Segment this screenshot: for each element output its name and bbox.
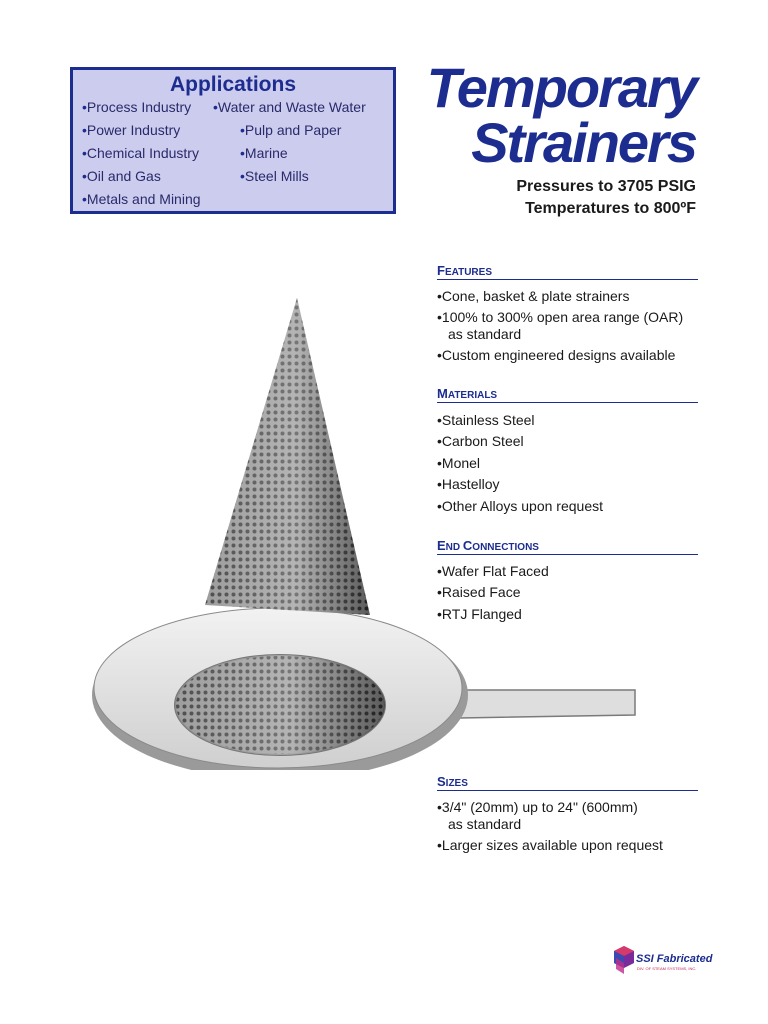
application-item: • Process Industry [82,99,191,115]
pressure-spec: Pressures to 3705 PSIG [516,178,696,195]
material-item: • Carbon Steel [437,433,524,450]
application-item: • Oil and Gas [82,168,161,184]
feature-item-continuation: as standard [448,326,522,342]
page-title [426,56,696,174]
application-item: • Marine [240,145,288,161]
features-heading: FEATURES [437,263,698,280]
feature-item: • Cone, basket & plate strainers [437,288,629,305]
sizes-heading: SIZES [437,774,698,791]
feature-item: • Custom engineered designs available [437,347,675,364]
application-item: • Metals and Mining [82,191,201,207]
size-item: • 3/4" (20mm) up to 24" (600mm) [437,799,638,816]
logo-tagline: DIV. OF STEAM SYSTEMS, INC. [637,966,697,971]
end-connection-item: • RTJ Flanged [437,606,522,623]
cone-strainer-image [90,290,640,770]
handle-tab [460,690,635,718]
temperature-spec: Temperatures to 800ºF [525,200,696,217]
title-line-2: Strainers [471,111,696,174]
application-item: • Pulp and Paper [240,122,341,138]
feature-item: • 100% to 300% open area range (OAR) [437,309,683,326]
end-connection-item: • Raised Face [437,584,521,601]
end-connections-heading: END CONNECTIONS [437,538,698,555]
end-connection-item: • Wafer Flat Faced [437,563,549,580]
material-item: • Monel [437,455,480,472]
material-item: • Stainless Steel [437,412,535,429]
size-item-continuation: as standard [448,816,522,832]
application-item: • Power Industry [82,122,180,138]
application-item: • Water and Waste Water [213,99,366,115]
applications-title: Applications [169,73,296,96]
application-item: • Steel Mills [240,168,309,184]
size-item: • Larger sizes available upon request [437,837,663,854]
material-item: • Other Alloys upon request [437,498,603,515]
materials-heading: MATERIALS [437,386,698,403]
application-item: • Chemical Industry [82,145,199,161]
logo-name: SSI Fabricated [636,953,713,965]
material-item: • Hastelloy [437,476,500,493]
title-line-1: Temporary [426,56,696,119]
